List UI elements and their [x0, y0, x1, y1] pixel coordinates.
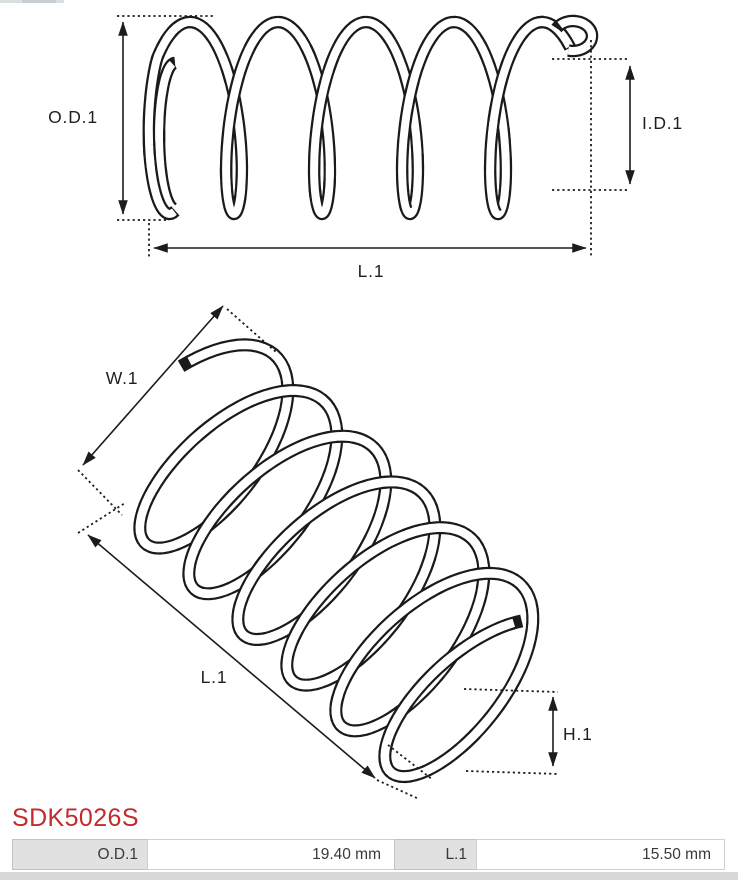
l1-perspective-dimension-arrow: [88, 535, 375, 778]
w1-dimension-arrow: [83, 306, 223, 465]
w1-label: W.1: [105, 368, 139, 388]
id1-label: I.D.1: [642, 113, 683, 133]
h1-label: H.1: [563, 724, 593, 744]
l1-perspective-extension-bottom: [377, 780, 419, 799]
side-view-spring-drawing: [149, 21, 592, 214]
od1-label: O.D.1: [48, 107, 98, 127]
spec-l-value-cell: 15.50 mm: [476, 839, 725, 870]
perspective-view-spring-drawing: [140, 345, 533, 777]
bottom-edge-strip: [0, 872, 738, 880]
w1-extension-line-bottom: [78, 470, 122, 515]
h1-extension-line-bottom: [466, 771, 559, 774]
l1-perspective-label: L.1: [200, 667, 228, 687]
spec-l-label-cell: L.1: [394, 839, 477, 870]
spec-od-value-cell: 19.40 mm: [147, 839, 395, 870]
l1-perspective-extension-top: [78, 503, 125, 533]
spec-table: [12, 839, 726, 870]
part-number: SDK5026S: [12, 804, 139, 832]
spec-od-label-cell: O.D.1: [12, 839, 148, 870]
l1-label: L.1: [357, 261, 385, 281]
